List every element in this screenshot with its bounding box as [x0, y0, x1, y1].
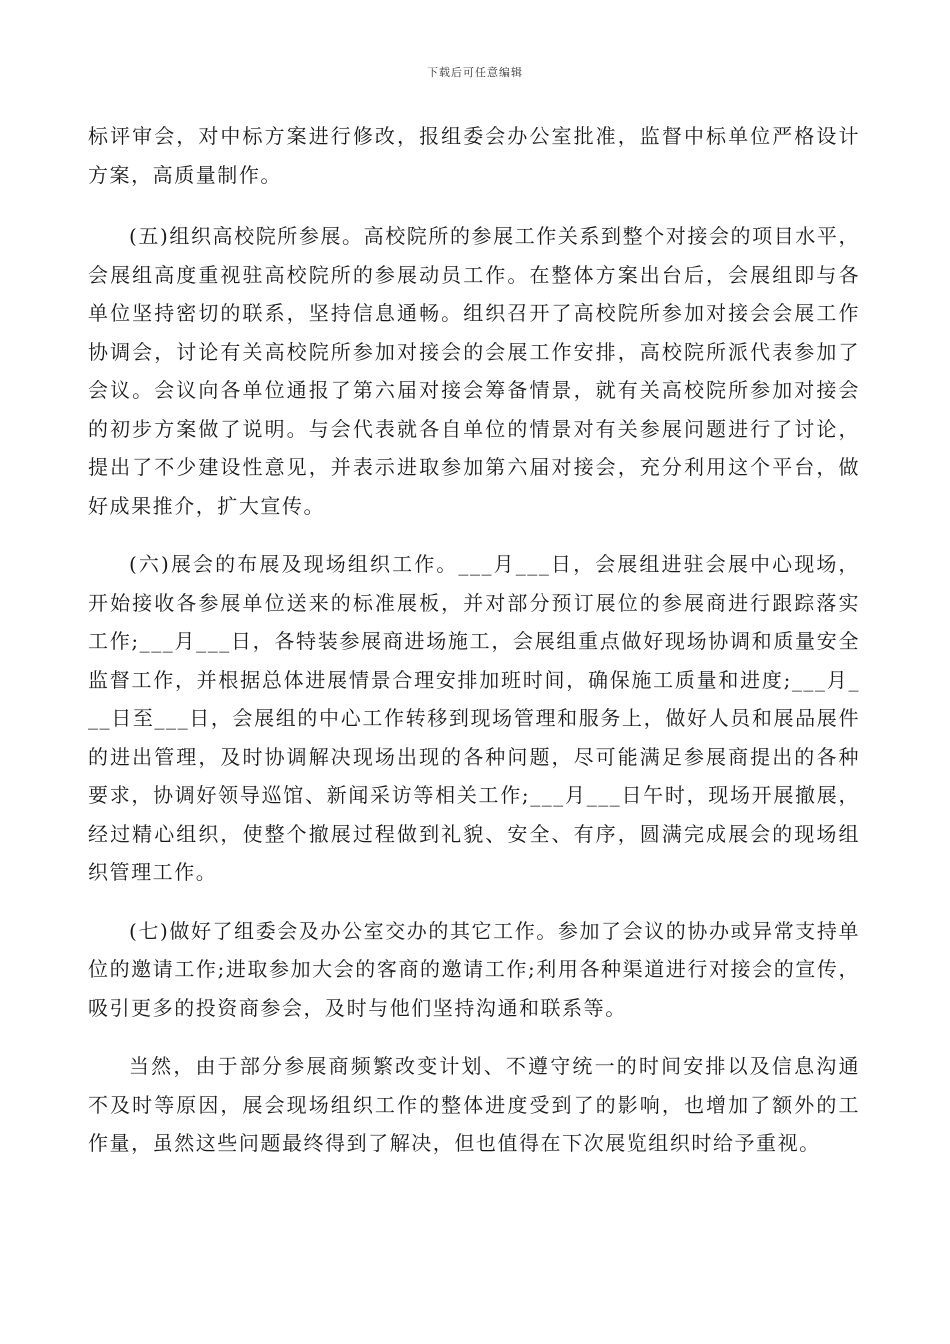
- paragraph-section-5: (五)组织高校院所参展。高校院所的参展工作关系到整个对接会的项目水平，会展组高度重视驻高校院所的参展动员工作。在整体方案出台后，会展组即与各单位坚持密切的联系，坚持信息通畅。组织召开了高校院所参加对接会会展工作协调会，讨论有关高校院所参加对接会的会展工作安排，高校院所派代表参加了会议。会议向各单位通报了第六届对接会筹备情景，就有关高校院所参加对接会的初步方案做了说明。与会代表就各自单位的情景对有关参展问题进行了讨论，提出了不少建设性意见，并表示进取参加第六届对接会，充分利用这个平台，做好成果推介，扩大宣传。: [88, 224, 860, 518]
- page-header-note: 下载后可任意编辑: [427, 66, 523, 79]
- paragraph-section-6: (六)展会的布展及现场组织工作。___月___日，会展组进驻会展中心现场，开始接收各参展单位送来的标准展板，并对部分预订展位的参展商进行跟踪落实工作;___月___日，各特装参展商进场施工，会展组重点做好现场协调和质量安全监督工作，并根据总体进展情景合理安排加班时间，确保施工质量和进度;___月___日至___日，会展组的中心工作转移到现场管理和服务上，做好人员和展品展件的进出管理，及时协调解决现场出现的各种问题，尽可能满足参展商提出的各种要求，协调好领导巡馆、新闻采访等相关工作;___月___日午时，现场开展撤展，经过精心组织，使整个撤展过程做到礼貌、安全、有序，圆满完成展会的现场组织管理工作。: [88, 552, 860, 884]
- document-body: [88, 117, 860, 1183]
- paragraph-section-7: (七)做好了组委会及办公室交办的其它工作。参加了会议的协办或异常支持单位的邀请工作;进取参加大会的客商的邀请工作;利用各种渠道进行对接会的宣传，吸引更多的投资商参会，及时与他们坚持沟通和联系等。: [88, 918, 860, 1020]
- paragraph-continuation: 标评审会，对中标方案进行修改，报组委会办公室批准，监督中标单位严格设计方案，高质量制作。: [88, 124, 860, 187]
- paragraph-conclusion: 当然，由于部分参展商频繁改变计划、不遵守统一的时间安排以及信息沟通不及时等原因，展会现场组织工作的整体进度受到了的影响，也增加了额外的工作量，虽然这些问题最终得到了解决，但也值得在下次展览组织时给予重视。: [88, 1054, 860, 1155]
